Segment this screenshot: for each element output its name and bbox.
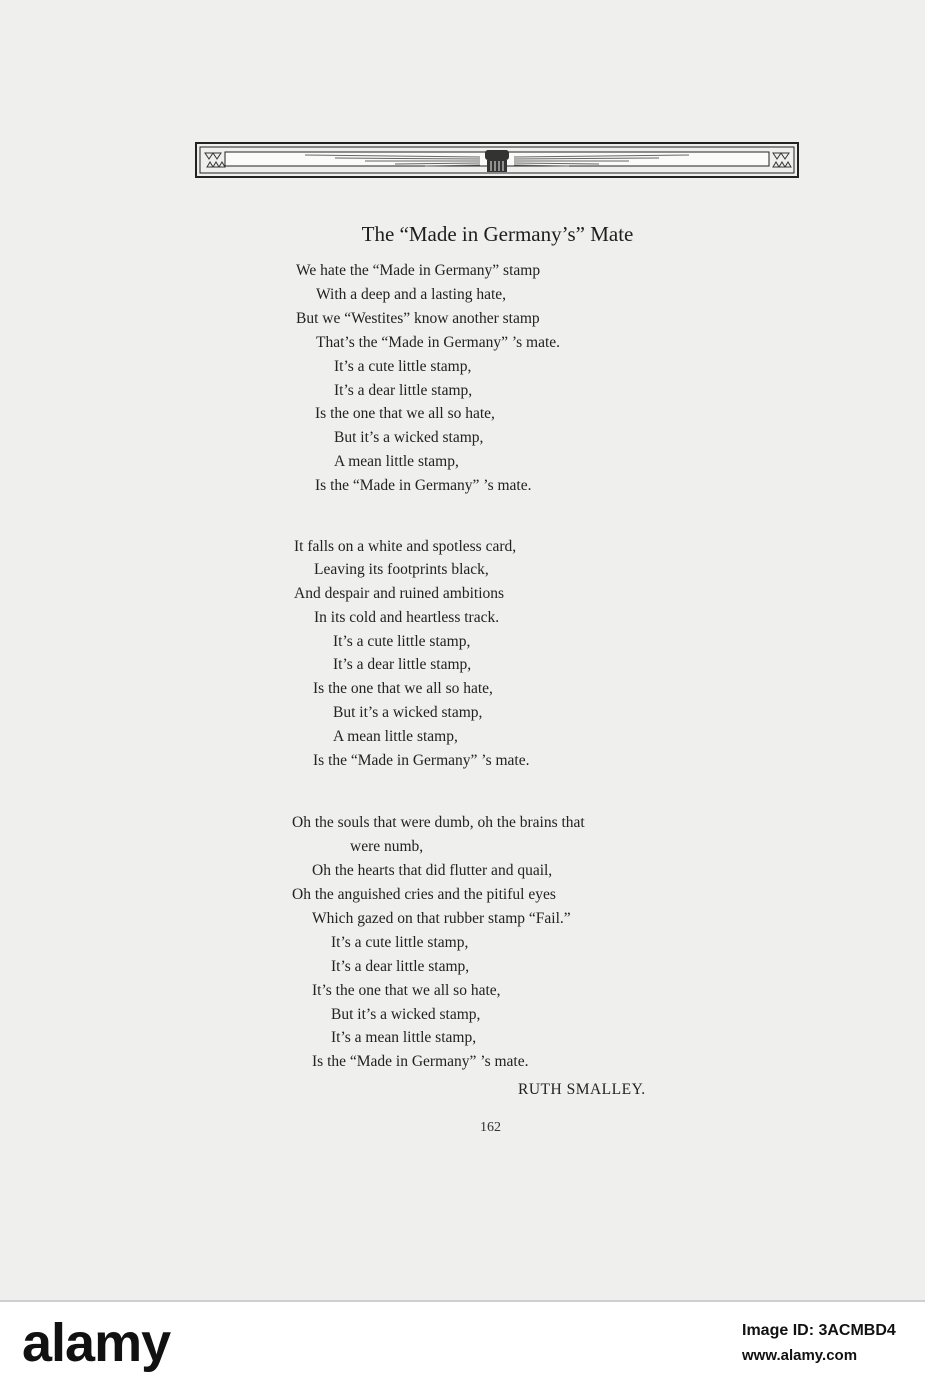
stanza3-line-2: were numb, bbox=[350, 838, 424, 855]
stanza2-line-1: It falls on a white and spotless card, bbox=[294, 538, 517, 555]
alamy-logo: alamy bbox=[22, 1313, 171, 1373]
stanza2-line-6: It’s a dear little stamp, bbox=[333, 656, 472, 673]
stanza1-line-6: It’s a dear little stamp, bbox=[334, 382, 473, 399]
stanza3-line-1: Oh the souls that were dumb, oh the brains that bbox=[292, 814, 585, 831]
stanza3-line-8: It’s the one that we all so hate, bbox=[312, 982, 501, 999]
stanza1-line-9: A mean little stamp, bbox=[334, 453, 459, 470]
stanza3-line-7: It’s a dear little stamp, bbox=[331, 958, 470, 975]
stanza1-line-10: Is the “Made in Germany” ’s mate. bbox=[315, 477, 532, 494]
stanza1-line-1: We hate the “Made in Germany” stamp bbox=[296, 262, 541, 279]
poem-author: RUTH SMALLEY. bbox=[518, 1081, 646, 1098]
stanza2-line-9: A mean little stamp, bbox=[333, 728, 458, 745]
image-id: Image ID: 3ACMBD4 bbox=[742, 1322, 896, 1339]
stanza3-line-10: It’s a mean little stamp, bbox=[331, 1029, 477, 1046]
stanza3-line-4: Oh the anguished cries and the pitiful eyes bbox=[292, 886, 556, 903]
stanza2-line-2: Leaving its footprints black, bbox=[314, 561, 489, 578]
stanza1-line-4: That’s the “Made in Germany” ’s mate. bbox=[316, 334, 561, 351]
stanza3-line-11: Is the “Made in Germany” ’s mate. bbox=[312, 1053, 529, 1070]
stanza3-line-6: It’s a cute little stamp, bbox=[331, 934, 469, 951]
decorative-banner bbox=[195, 142, 799, 178]
stanza2-line-4: In its cold and heartless track. bbox=[314, 609, 500, 626]
stanza1-line-7: Is the one that we all so hate, bbox=[315, 405, 495, 422]
stanza2-line-7: Is the one that we all so hate, bbox=[313, 680, 493, 697]
stanza2-line-10: Is the “Made in Germany” ’s mate. bbox=[313, 752, 530, 769]
stanza3-line-9: But it’s a wicked stamp, bbox=[331, 1006, 481, 1023]
stanza2-line-8: But it’s a wicked stamp, bbox=[333, 704, 483, 721]
stanza3-line-5: Which gazed on that rubber stamp “Fail.” bbox=[312, 910, 571, 927]
stanza2-line-5: It’s a cute little stamp, bbox=[333, 633, 471, 650]
stanza1-line-3: But we “Westites” know another stamp bbox=[296, 310, 540, 327]
poem-title: The “Made in Germany’s” Mate bbox=[361, 222, 634, 246]
page-number: 162 bbox=[480, 1120, 501, 1135]
stanza1-line-5: It’s a cute little stamp, bbox=[334, 358, 472, 375]
stanza3-line-3: Oh the hearts that did flutter and quail, bbox=[312, 862, 553, 879]
stanza1-line-8: But it’s a wicked stamp, bbox=[334, 429, 484, 446]
site-url: www.alamy.com bbox=[742, 1347, 858, 1364]
stanza2-line-3: And despair and ruined ambitions bbox=[294, 585, 505, 602]
stanza1-line-2: With a deep and a lasting hate, bbox=[316, 286, 507, 303]
